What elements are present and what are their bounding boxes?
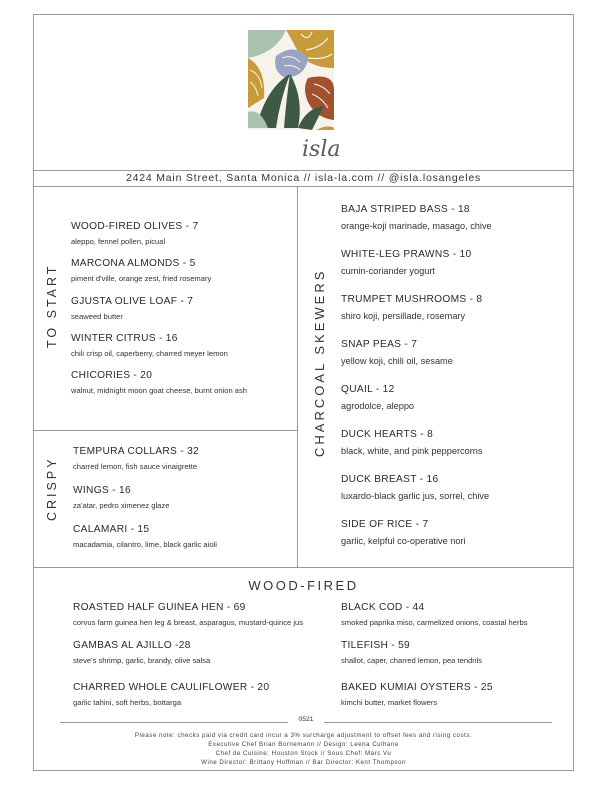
menu-item-name: TRUMPET MUSHROOMS - 8 bbox=[341, 294, 483, 305]
floral-logo-icon bbox=[246, 28, 366, 163]
menu-item bbox=[341, 640, 482, 665]
menu-item bbox=[341, 474, 489, 501]
menu-item bbox=[73, 446, 199, 471]
menu-item-desc: smoked paprika miso, carmelized onions, coastal herbs bbox=[341, 618, 528, 627]
menu-item bbox=[71, 221, 198, 246]
menu-item-name: CHICORIES - 20 bbox=[71, 370, 153, 381]
menu-item bbox=[71, 370, 247, 395]
surcharge-note: Please note: checks paid via credit card incur a 3% surcharge adjustment to offset fees and rising costs. bbox=[134, 732, 473, 739]
menu-item-name: GJUSTA OLIVE LOAF - 7 bbox=[71, 296, 194, 307]
menu-item bbox=[71, 333, 228, 358]
menu-item bbox=[73, 640, 210, 665]
menu-item-desc: yellow koji, chili oil, sesame bbox=[341, 356, 453, 366]
menu-item-name: TILEFISH - 59 bbox=[341, 640, 411, 651]
section-divider bbox=[33, 567, 574, 568]
menu-item bbox=[73, 602, 303, 627]
menu-item bbox=[341, 682, 493, 707]
menu-item-desc: steve's shrimp, garlic, brandy, olive salsa bbox=[73, 656, 211, 665]
menu-item-name: SIDE OF RICE - 7 bbox=[341, 519, 429, 530]
section-title-to-start: TO START bbox=[45, 263, 59, 348]
menu-item-desc: luxardo-black garlic jus, sorrel, chive bbox=[341, 491, 490, 501]
section-title-wood-fired: WOOD-FIRED bbox=[248, 578, 359, 593]
menu-code: 0521 bbox=[293, 716, 319, 723]
menu-item-name: WHITE-LEG PRAWNS - 10 bbox=[341, 249, 472, 260]
menu-item-desc: piment d'ville, orange zest, fried rosemary bbox=[71, 274, 212, 283]
menu-item bbox=[341, 339, 453, 366]
menu-item-name: DUCK HEARTS - 8 bbox=[341, 429, 434, 440]
menu-item-desc: shiro koji, persillade, rosemary bbox=[341, 311, 466, 321]
menu-item-name: CHARRED WHOLE CAULIFLOWER - 20 bbox=[73, 682, 270, 693]
credits-line: Chef de Cuisine: Houston Stock // Sous Chef: Marc Vu bbox=[215, 750, 392, 757]
menu-item-name: SNAP PEAS - 7 bbox=[341, 339, 418, 350]
menu-item-name: MARCONA ALMONDS - 5 bbox=[71, 258, 196, 269]
credits-line: Executive Chef Brian Bornemann // Design: Leena Culhane bbox=[208, 741, 399, 748]
svg-text:isla: isla bbox=[302, 137, 341, 162]
menu-item-desc: agrodolce, aleppo bbox=[341, 401, 415, 411]
section-title-charcoal-skewers: CHARCOAL SKEWERS bbox=[312, 268, 327, 457]
menu-item bbox=[73, 682, 269, 707]
menu-item-desc: walnut, midnight moon goat cheese, burnt onion ash bbox=[71, 386, 248, 395]
menu-item-desc: garlic tahini, soft herbs, bottarga bbox=[73, 698, 182, 707]
menu-item bbox=[71, 258, 211, 283]
menu-item-name: WINGS - 16 bbox=[73, 485, 131, 496]
menu-item bbox=[71, 296, 193, 321]
menu-item bbox=[341, 294, 482, 321]
section-divider bbox=[33, 430, 297, 431]
menu-item-desc: aleppo, fennel pollen, picual bbox=[71, 237, 166, 246]
menu-item-name: CALAMARI - 15 bbox=[73, 524, 150, 535]
menu-item-desc: cumin-coriander yogurt bbox=[341, 266, 435, 276]
menu-item-desc: corvus farm guinea hen leg & breast, asparagus, mustard-quince jus bbox=[73, 618, 304, 627]
menu-item-desc: orange-koji marinade, masago, chive bbox=[341, 221, 492, 231]
menu-item-name: BLACK COD - 44 bbox=[341, 602, 425, 613]
menu-item-desc: chili crisp oil, caperberry, charred meyer lemon bbox=[71, 349, 228, 358]
menu-item bbox=[341, 249, 471, 276]
menu-item-name: ROASTED HALF GUINEA HEN - 69 bbox=[73, 602, 246, 613]
menu-item-name: TEMPURA COLLARS - 32 bbox=[73, 446, 200, 457]
menu-item-name: WOOD-FIRED OLIVES - 7 bbox=[71, 221, 199, 232]
menu-item-name: GAMBAS AL AJILLO -28 bbox=[73, 640, 191, 651]
menu-item-name: DUCK BREAST - 16 bbox=[341, 474, 439, 485]
menu-item-desc: garlic, kelpful co-operative nori bbox=[341, 536, 466, 546]
address-line: 2424 Main Street, Santa Monica // isla-la.com // @isla.losangeles bbox=[33, 170, 574, 187]
credits-line: Wine Director: Brittany Hoffman // Bar Director: Kent Thompson bbox=[201, 759, 406, 766]
menu-item-name: BAKED KUMIAI OYSTERS - 25 bbox=[341, 682, 493, 693]
menu-item bbox=[341, 519, 466, 546]
menu-item-desc: macadamia, cilantro, lime, black garlic aioli bbox=[73, 540, 217, 549]
menu-item bbox=[341, 602, 528, 627]
menu-item-desc: seaweed butter bbox=[71, 312, 123, 321]
menu-item bbox=[341, 384, 414, 411]
menu-item-desc: charred lemon, fish sauce vinaigrette bbox=[73, 462, 198, 471]
menu-item bbox=[73, 524, 217, 549]
footer-divider bbox=[60, 722, 288, 723]
menu-item-desc: kimchi butter, market flowers bbox=[341, 698, 438, 707]
menu-item-desc: black, white, and pink peppercorns bbox=[341, 446, 483, 456]
menu-item bbox=[341, 204, 492, 231]
column-divider bbox=[297, 187, 298, 568]
menu-item-desc: za'atar, pedro ximenez glaze bbox=[73, 501, 170, 510]
menu-item-desc: shallot, caper, charred lemon, pea tendrils bbox=[341, 656, 482, 665]
menu-item-name: WINTER CITRUS - 16 bbox=[71, 333, 178, 344]
menu-item-name: BAJA STRIPED BASS - 18 bbox=[341, 204, 470, 215]
section-title-crispy: CRISPY bbox=[45, 456, 59, 521]
footer-divider bbox=[324, 722, 552, 723]
menu-item bbox=[341, 429, 482, 456]
menu-item-name: QUAIL - 12 bbox=[341, 384, 395, 395]
menu-item bbox=[73, 485, 169, 510]
